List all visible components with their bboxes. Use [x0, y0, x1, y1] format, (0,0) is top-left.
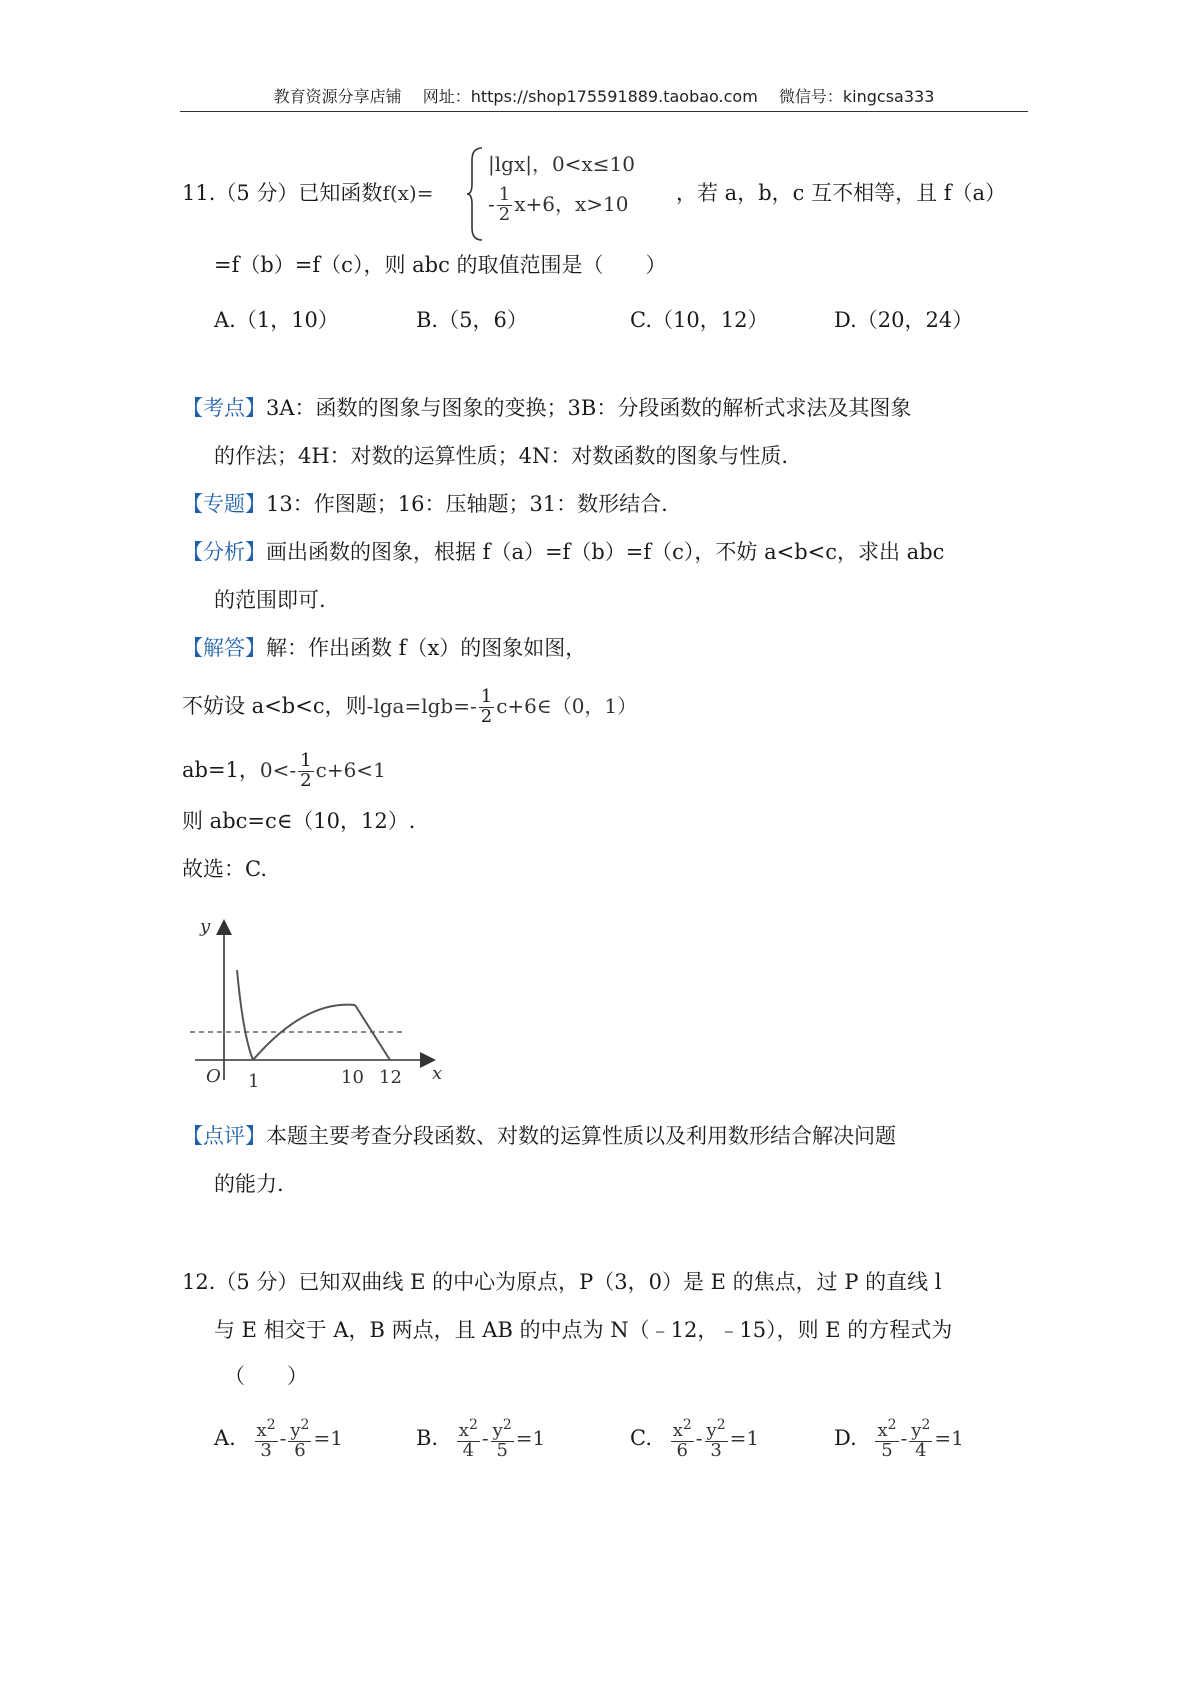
q12-option-c-yfrac: $\frac{y^2}{3}$ — [706, 1417, 726, 1461]
q12-option-a: A. $\frac{x^2}{3}$ - $\frac{y^2}{6}$ =1 — [214, 1417, 343, 1461]
zhuanti-tag: 【专题】 — [182, 492, 266, 516]
q12-option-b-label: B. — [416, 1425, 439, 1450]
kaodian-text1: 3A：函数的图象与图象的变换；3B：分段函数的解析式求法及其图象 — [266, 396, 912, 420]
q12-line1: 12.（5 分）已知双曲线 E 的中心为原点，P（3，0）是 E 的焦点，过 P 的直线 l — [182, 1270, 942, 1294]
q11-function-graph — [180, 905, 460, 1095]
graph-y-label: y — [200, 916, 211, 937]
q11-piece2-sign: - — [488, 191, 495, 216]
shop-url[interactable]: 网址：https://shop175591889.taobao.com — [422, 87, 758, 106]
q12-option-d-xfrac: $\frac{x^2}{5}$ — [877, 1417, 897, 1461]
graph-tick-1: 1 — [248, 1071, 260, 1092]
q11-option-a: A.（1，10） — [214, 308, 339, 332]
q12-option-b-xfrac: $\frac{x^2}{4}$ — [458, 1417, 478, 1461]
fenxi-tag: 【分析】 — [182, 540, 266, 564]
jieda-tag: 【解答】 — [182, 636, 266, 660]
dianping-tag: 【点评】 — [182, 1124, 266, 1148]
q12-option-c-xfrac: $\frac{x^2}{6}$ — [672, 1417, 692, 1461]
zhuanti-text: 13：作图题；16：压轴题；31：数形结合. — [266, 492, 668, 516]
q11-option-d: D.（20，24） — [834, 308, 974, 332]
step2-text: ab=1， — [182, 757, 260, 782]
fenxi-line2: 的范围即可. — [214, 588, 326, 612]
jieda-step2 — [182, 752, 386, 791]
q12-line2: 与 E 相交于 A，B 两点，且 AB 的中点为 N（﹣12，﹣15），则 E 的方程式为 — [214, 1318, 953, 1342]
q11-lead — [182, 183, 433, 204]
step1-num: 1 — [480, 686, 493, 707]
step2-frac — [298, 752, 313, 791]
q12-line3: （ ） — [224, 1364, 308, 1388]
dianping-line2: 的能力. — [214, 1172, 284, 1196]
q11-func-name: f(x)= — [382, 181, 434, 205]
graph-origin-label: O — [206, 1066, 221, 1087]
q12-option-b-yfrac: $\frac{y^2}{5}$ — [492, 1417, 512, 1461]
q11-piece2-suffix: x+6，x>10 — [514, 191, 629, 216]
step2-math-a: 0<- — [259, 757, 297, 782]
jieda-answer: 故选：C. — [182, 857, 267, 881]
dianping-line1 — [182, 1126, 896, 1147]
q11-piece2-den: 2 — [498, 203, 511, 225]
kaodian-line2: 的作法；4H：对数的运算性质；4N：对数函数的图象与性质. — [214, 444, 789, 468]
graph-x-label: x — [432, 1063, 443, 1084]
jieda-step1 — [182, 688, 637, 727]
dianping-text1: 本题主要考查分段函数、对数的运算性质以及利用数形结合解决问题 — [266, 1124, 896, 1148]
q11-option-c: C.（10，12） — [630, 308, 769, 332]
step1-math-b: c+6∈（0，1） — [496, 693, 638, 718]
q12-option-c: C. $\frac{x^2}{6}$ - $\frac{y^2}{3}$ =1 — [630, 1417, 760, 1461]
q12-option-d: D. $\frac{x^2}{5}$ - $\frac{y^2}{4}$ =1 — [834, 1417, 964, 1461]
step2-math-b: c+6<1 — [315, 757, 386, 782]
jieda-line1 — [182, 638, 586, 659]
q11-brace — [466, 146, 486, 242]
graph-tick-12: 12 — [379, 1067, 402, 1088]
linear-branch — [355, 1005, 390, 1060]
zhuanti-line — [182, 494, 668, 515]
q11-lead-text: 11.（5 分）已知函数 — [182, 181, 383, 205]
jieda-text1: 解：作出函数 f（x）的图象如图， — [266, 636, 587, 660]
q11-piece2-num: 1 — [498, 184, 511, 205]
page-header — [180, 84, 1028, 107]
q12-option-b: B. $\frac{x^2}{4}$ - $\frac{y^2}{5}$ =1 — [416, 1417, 546, 1461]
log-branch-right — [253, 1005, 355, 1060]
log-branch-left — [237, 970, 253, 1060]
step1-math-a: -lga=lgb=- — [366, 693, 477, 718]
step1-den: 2 — [480, 705, 493, 727]
header-divider — [180, 111, 1028, 112]
q11-piece2-frac — [497, 186, 512, 225]
q12-option-a-xfrac: $\frac{x^2}{3}$ — [256, 1417, 276, 1461]
q11-after-func: ，若 a，b，c 互不相等，且 f（a） — [676, 181, 1007, 205]
kaodian-line1 — [182, 398, 911, 419]
wechat-id: 微信号：kingcsa333 — [778, 87, 935, 106]
step2-den: 2 — [300, 769, 312, 791]
fenxi-text1: 画出函数的图象，根据 f（a）=f（b）=f（c），不妨 a<b<c，求出 abc — [266, 540, 945, 564]
fenxi-line1 — [182, 542, 944, 563]
step2-num: 1 — [300, 750, 312, 771]
q11-piece1: |lgx|，0<x≤10 — [488, 152, 635, 176]
kaodian-tag: 【考点】 — [182, 396, 266, 420]
q12-option-a-label: A. — [214, 1425, 236, 1450]
q11-piece2 — [488, 186, 628, 225]
q11-option-b: B.（5，6） — [416, 308, 528, 332]
q12-option-d-yfrac: $\frac{y^2}{4}$ — [911, 1417, 931, 1461]
q12-option-a-yfrac: $\frac{y^2}{6}$ — [290, 1417, 310, 1461]
q11-line2: =f（b）=f（c），则 abc 的取值范围是（ ） — [214, 253, 667, 277]
step1-frac — [479, 688, 494, 727]
shop-name: 教育资源分享店铺 — [273, 87, 402, 106]
q12-option-d-label: D. — [834, 1425, 857, 1450]
graph-tick-10: 10 — [341, 1067, 364, 1088]
step1-text: 不妨设 a<b<c，则 — [182, 693, 367, 718]
q12-option-c-label: C. — [630, 1425, 652, 1450]
jieda-step3: 则 abc=c∈（10，12）. — [182, 809, 416, 833]
